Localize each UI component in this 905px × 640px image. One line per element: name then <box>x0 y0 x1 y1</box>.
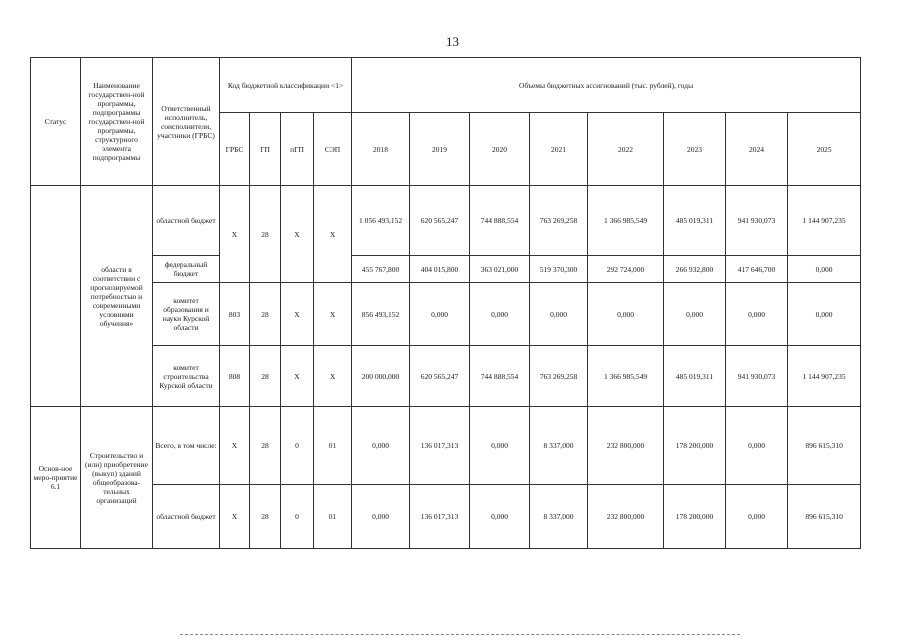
value-cell: 0,000 <box>788 283 861 346</box>
value-cell: 1 056 493,152 <box>352 186 410 256</box>
code-grbs-cell: X <box>220 407 250 485</box>
value-cell: 0,000 <box>788 256 861 283</box>
code-grbs-cell: X <box>220 485 250 549</box>
value-cell: 200 000,000 <box>352 346 410 407</box>
code-sep-cell: 01 <box>314 407 352 485</box>
status-cell: Основ-ное меро-приятие 6.1 <box>31 407 81 549</box>
code-gp-cell: 28 <box>250 186 281 283</box>
executor-cell: областной бюджет <box>153 485 220 549</box>
value-cell: 0,000 <box>470 485 530 549</box>
value-cell: 0,000 <box>726 407 788 485</box>
code-gp-cell: 28 <box>250 485 281 549</box>
header-budget-code: Код бюджетной классификации <1> <box>220 58 352 113</box>
value-cell: 404 015,800 <box>410 256 470 283</box>
value-cell: 620 565,247 <box>410 346 470 407</box>
page-bottom-edge <box>180 634 740 635</box>
value-cell: 856 493,152 <box>352 283 410 346</box>
code-gp-cell: 28 <box>250 407 281 485</box>
table-row <box>31 407 861 485</box>
executor-cell: федеральный бюджет <box>153 256 220 283</box>
program-name-cell: области в соответствии с прогнозируемой потребностью и современными условиями обучения» <box>81 186 153 407</box>
value-cell: 0,000 <box>470 407 530 485</box>
value-cell: 417 646,700 <box>726 256 788 283</box>
header-code-pgp: пГП <box>281 113 314 186</box>
table-row <box>31 186 861 256</box>
code-grbs-cell: 803 <box>220 283 250 346</box>
value-cell: 136 017,313 <box>410 407 470 485</box>
value-cell: 363 021,000 <box>470 256 530 283</box>
value-cell: 1 144 907,235 <box>788 346 861 407</box>
header-code-gp: ГП <box>250 113 281 186</box>
value-cell: 292 724,000 <box>588 256 664 283</box>
value-cell: 763 269,258 <box>530 346 588 407</box>
value-cell: 0,000 <box>588 283 664 346</box>
value-cell: 896 615,310 <box>788 407 861 485</box>
value-cell: 0,000 <box>530 283 588 346</box>
value-cell: 519 370,300 <box>530 256 588 283</box>
code-sep-cell: 01 <box>314 485 352 549</box>
executor-cell: комитет строительства Курской области <box>153 346 220 407</box>
value-cell: 455 767,800 <box>352 256 410 283</box>
value-cell: 0,000 <box>410 283 470 346</box>
table-row <box>31 346 861 407</box>
value-cell: 941 930,073 <box>726 186 788 256</box>
code-gp-cell: 28 <box>250 346 281 407</box>
value-cell: 485 019,311 <box>664 186 726 256</box>
value-cell: 8 337,000 <box>530 407 588 485</box>
header-program-name: Наименование государствен-ной программы, подпрограммы государствен-ной программы, структурного элемента подпрограммы <box>81 58 153 186</box>
header-code-grbs: ГРБС <box>220 113 250 186</box>
code-sep-cell: X <box>314 186 352 283</box>
header-year: 2023 <box>664 113 726 186</box>
value-cell: 896 615,310 <box>788 485 861 549</box>
value-cell: 0,000 <box>352 407 410 485</box>
value-cell: 620 565,247 <box>410 186 470 256</box>
code-pgp-cell: 0 <box>281 407 314 485</box>
value-cell: 1 366 985,549 <box>588 186 664 256</box>
header-volumes: Объемы бюджетных ассигнований (тыс. рублей), годы <box>352 58 861 113</box>
program-name-cell: Строительство и (или) приобретение (выкуп) зданий общеобразова-тельных организаций <box>81 407 153 549</box>
header-code-sep: СЭП <box>314 113 352 186</box>
code-pgp-cell: 0 <box>281 485 314 549</box>
value-cell: 232 800,000 <box>588 407 664 485</box>
value-cell: 0,000 <box>470 283 530 346</box>
value-cell: 0,000 <box>726 283 788 346</box>
value-cell: 8 337,000 <box>530 485 588 549</box>
value-cell: 744 888,554 <box>470 346 530 407</box>
header-status: Статус <box>31 58 81 186</box>
value-cell: 178 200,000 <box>664 407 726 485</box>
value-cell: 941 930,073 <box>726 346 788 407</box>
code-pgp-cell: X <box>281 283 314 346</box>
value-cell: 232 800,000 <box>588 485 664 549</box>
table-row <box>31 256 861 283</box>
value-cell: 763 269,258 <box>530 186 588 256</box>
header-year: 2024 <box>726 113 788 186</box>
executor-cell: областной бюджет <box>153 186 220 256</box>
value-cell: 485 019,311 <box>664 346 726 407</box>
code-grbs-cell: X <box>220 186 250 283</box>
code-sep-cell: X <box>314 346 352 407</box>
value-cell: 136 017,313 <box>410 485 470 549</box>
header-executor: Ответственный исполнитель, соисполнители, участники (ГРБС) <box>153 58 220 186</box>
page-number: 13 <box>446 34 459 49</box>
code-gp-cell: 28 <box>250 283 281 346</box>
status-cell <box>31 186 81 407</box>
table-row <box>31 485 861 549</box>
code-grbs-cell: 808 <box>220 346 250 407</box>
value-cell: 1 144 907,235 <box>788 186 861 256</box>
value-cell: 178 200,000 <box>664 485 726 549</box>
value-cell: 0,000 <box>726 485 788 549</box>
value-cell: 744 888,554 <box>470 186 530 256</box>
code-pgp-cell: X <box>281 186 314 283</box>
header-year: 2018 <box>352 113 410 186</box>
executor-cell: комитет образования и науки Курской области <box>153 283 220 346</box>
code-sep-cell: X <box>314 283 352 346</box>
code-pgp-cell: X <box>281 346 314 407</box>
header-year: 2022 <box>588 113 664 186</box>
value-cell: 266 932,800 <box>664 256 726 283</box>
value-cell: 1 366 985,549 <box>588 346 664 407</box>
value-cell: 0,000 <box>664 283 726 346</box>
table-row <box>31 283 861 346</box>
value-cell: 0,000 <box>352 485 410 549</box>
header-year: 2025 <box>788 113 861 186</box>
header-year: 2021 <box>530 113 588 186</box>
header-year: 2020 <box>470 113 530 186</box>
header-year: 2019 <box>410 113 470 186</box>
executor-cell: Всего, в том числе: <box>153 407 220 485</box>
budget-table <box>30 57 861 549</box>
